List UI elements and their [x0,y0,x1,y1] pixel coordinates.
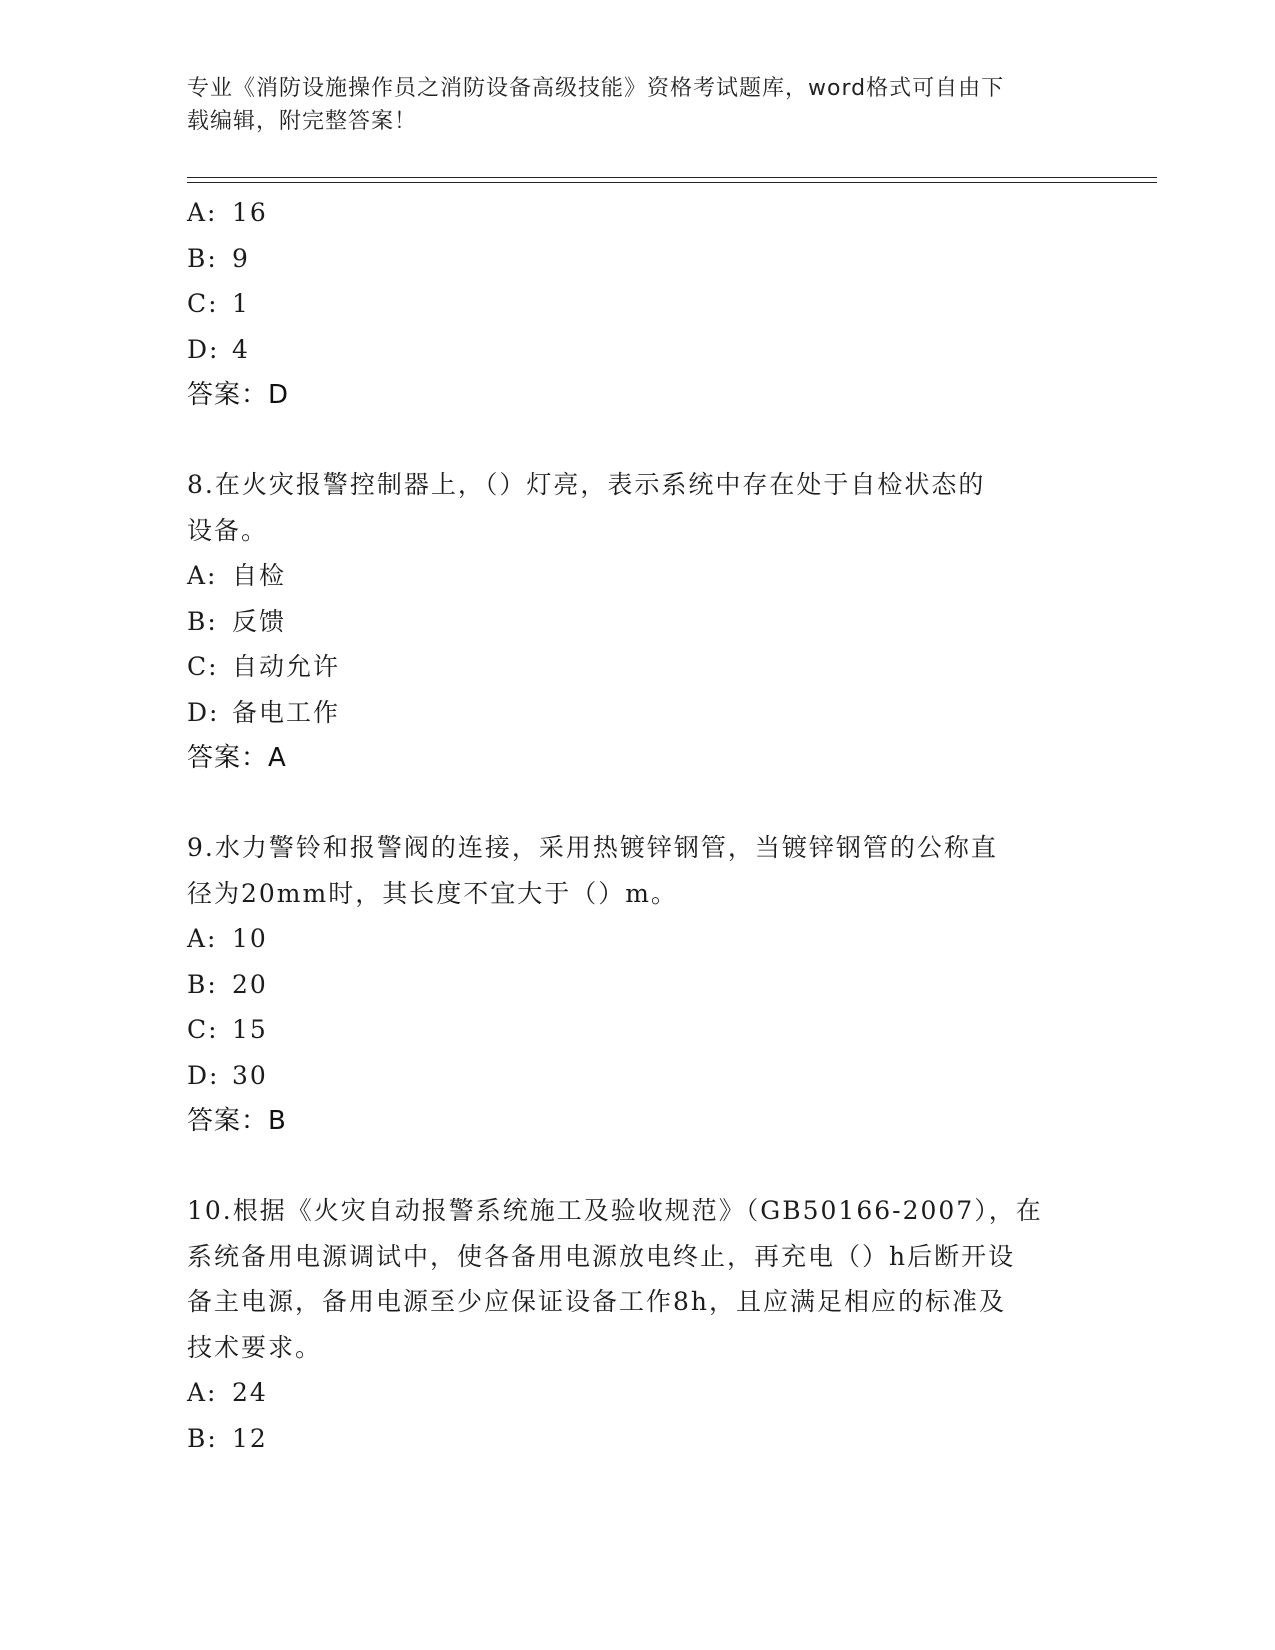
option-b [187,1416,1087,1462]
option-text: 24 [232,1378,268,1407]
question-stem-line: 系统备用电源调试中，使各备用电源放电终止，再充电（）h后断开设 [187,1241,1016,1271]
question-stem-line: 设备。 [187,515,269,545]
option-a [187,190,1087,236]
option-key: A: [187,561,218,590]
option-text: 16 [232,198,268,227]
option-text: 12 [232,1423,268,1453]
question-stem-line: 8.在火灾报警控制器上，（）灯亮，表示系统中存在处于自检状态的 [187,470,986,499]
option-d [187,327,1087,373]
option-text: 1 [232,289,250,318]
option-b [187,236,1087,282]
answer: 答案：B [187,1106,287,1136]
option-key: C: [187,1015,219,1044]
option-text: 自检 [232,561,287,590]
option-text: 反馈 [232,606,287,636]
header-line-1: 专业《消防设施操作员之消防设备高级技能》资格考试题库，word格式可自由下 [187,76,1005,101]
option-d [187,690,1087,736]
spacer [187,781,1087,825]
option-key: B: [187,1423,218,1453]
option-text: 20 [232,969,268,999]
option-a [187,553,1087,599]
question-stem-line: 径为20mm时，其长度不宜大于（）m。 [187,878,678,908]
header-rule-bottom [187,182,1157,183]
question-10 [187,1188,1087,1461]
option-b [187,962,1087,1008]
option-b [187,599,1087,645]
option-key: D: [187,334,220,364]
option-key: A: [187,924,218,953]
question-9 [187,825,1087,1144]
header-line-2: 载编辑，附完整答案！ [187,109,418,134]
question-8 [187,462,1087,781]
option-text: 30 [232,1060,268,1090]
question-list [187,190,1087,1461]
option-key: B: [187,969,218,999]
option-a [187,916,1087,962]
question-stem-line: 9.水力警铃和报警阀的连接，采用热镀锌钢管，当镀锌钢管的公称直 [187,833,998,862]
option-key: C: [187,652,219,681]
option-text: 10 [232,924,268,953]
header-rule-top [187,177,1157,178]
option-c [187,644,1087,690]
question-stem-line: 备主电源，备用电源至少应保证设备工作8h，且应满足相应的标准及 [187,1287,1007,1316]
option-text: 15 [232,1015,268,1044]
option-c [187,281,1087,327]
option-key: B: [187,606,218,636]
option-d [187,1053,1087,1099]
question-stem-line: 技术要求。 [187,1332,323,1362]
option-text: 9 [232,243,250,273]
spacer [187,418,1087,462]
question-stem-line: 10.根据《火灾自动报警系统施工及验收规范》（GB50166-2007），在 [187,1196,1043,1225]
option-a [187,1370,1087,1416]
option-text: 自动允许 [232,652,341,681]
spacer [187,1144,1087,1188]
answer: 答案：D [187,380,290,410]
answer: 答案：A [187,743,287,773]
option-text: 备电工作 [232,697,341,727]
option-key: B: [187,243,218,273]
document-header [187,72,1067,138]
option-key: A: [187,1378,218,1407]
option-key: A: [187,198,218,227]
option-key: D: [187,1060,220,1090]
option-c [187,1007,1087,1053]
option-key: D: [187,697,220,727]
option-key: C: [187,289,219,318]
question-7 [187,190,1087,418]
option-text: 4 [232,334,250,364]
